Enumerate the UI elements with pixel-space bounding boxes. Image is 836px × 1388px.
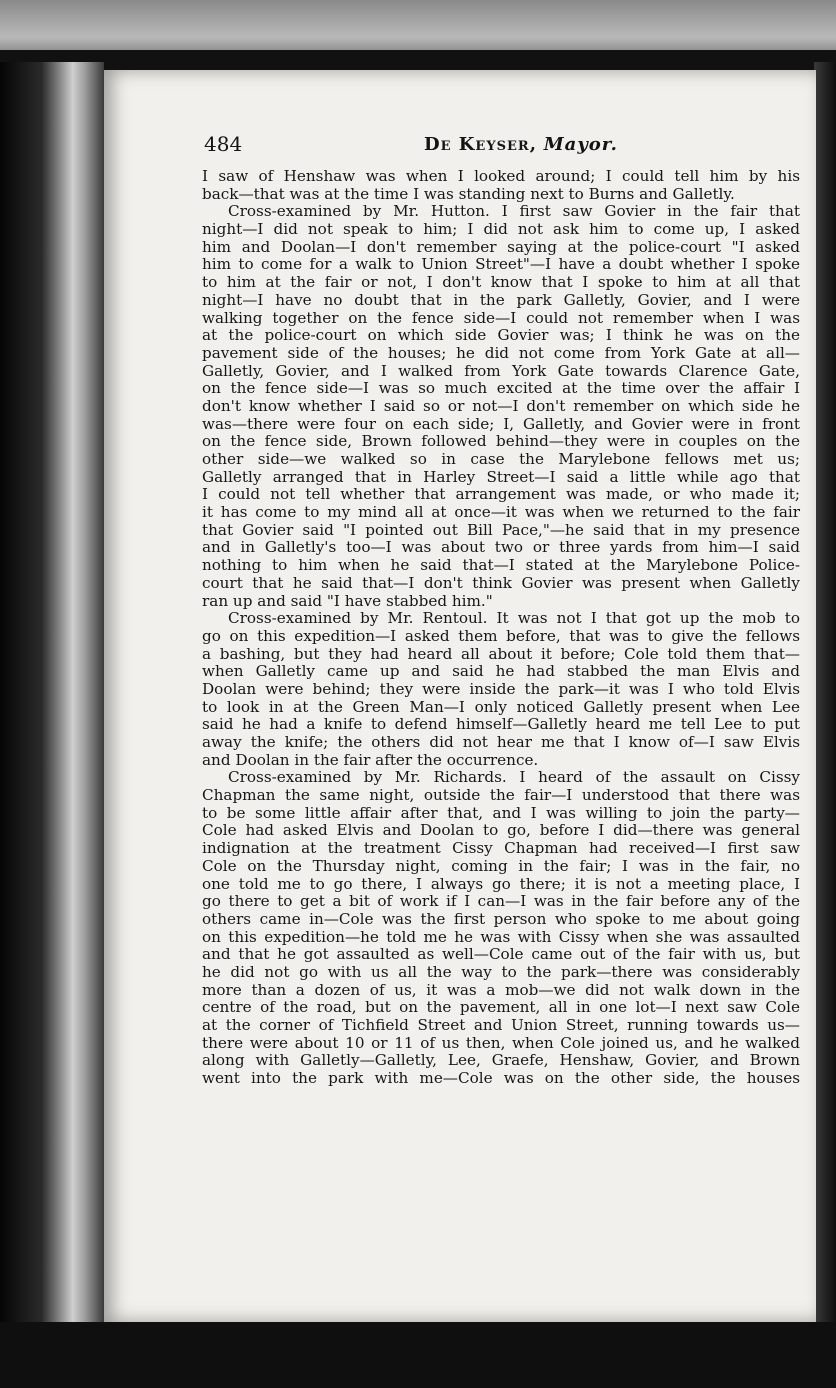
text-line: said he had a knife to defend himself—Galletly heard me tell Lee to put bbox=[202, 715, 800, 734]
text-line: don't know whether I said so or not—I don't remember on which side he bbox=[202, 396, 800, 415]
text-line: at the police-court on which side Govier was; I think he was on the bbox=[202, 326, 800, 345]
text-line: to be some little affair after that, and I was willing to join the party— bbox=[202, 803, 800, 822]
text-line: and in Galletly's too—I was about two or three yards from him—I said bbox=[202, 538, 800, 557]
text-line: on this expedition—he told me he was with Cissy when she was assaulted bbox=[202, 927, 800, 946]
running-head-role: Mayor. bbox=[543, 134, 618, 155]
text-line: Galletly arranged that in Harley Street—I said a little while ago that bbox=[202, 467, 800, 486]
text-line: ran up and said "I have stabbed him." bbox=[202, 591, 493, 610]
text-line: when Galletly came up and said he had stabbed the man Elvis and bbox=[202, 662, 800, 681]
text-line: go on this expedition—I asked them before, that was to give the fellows bbox=[202, 626, 800, 645]
text-line: and that he got assaulted as well—Cole came out of the fair with us, but bbox=[202, 945, 800, 964]
text-line: Cross-examined by Mr. Hutton. I first saw Govier in the fair that bbox=[228, 202, 800, 221]
text-line: nothing to him when he said that—I stated at the Marylebone Police- bbox=[202, 556, 800, 575]
text-line: I could not tell whether that arrangement was made, or who made it; bbox=[202, 485, 800, 504]
book-right-shadow bbox=[814, 62, 836, 1388]
text-line: went into the park with me—Cole was on the other side, the houses bbox=[202, 1069, 800, 1088]
body-text bbox=[202, 168, 800, 1088]
text-line: and Doolan in the fair after the occurrence. bbox=[202, 750, 539, 769]
text-line: on the fence side—I was so much excited at the time over the affair I bbox=[202, 379, 800, 398]
text-line: Chapman the same night, outside the fair—I understood that there was bbox=[202, 786, 800, 805]
book-page-edges bbox=[0, 62, 104, 1388]
text-line: pavement side of the houses; he did not come from York Gate at all— bbox=[202, 343, 800, 362]
text-line: him to come for a walk to Union Street"—I have a doubt whether I spoke bbox=[202, 255, 800, 274]
text-line: Cross-examined by Mr. Richards. I heard of the assault on Cissy bbox=[228, 768, 800, 787]
running-head-name: De Keyser, bbox=[424, 134, 537, 155]
book-page bbox=[104, 70, 816, 1322]
text-line: go there to get a bit of work if I can—I was in the fair before any of the bbox=[202, 892, 800, 911]
page-number: 484 bbox=[204, 132, 243, 156]
text-line: that Govier said "I pointed out Bill Pace,"—he said that in my presence bbox=[202, 520, 800, 539]
text-line: night—I have no doubt that in the park Galletly, Govier, and I were bbox=[202, 290, 800, 309]
text-line: it has come to my mind all at once—it was when we returned to the fair bbox=[202, 503, 800, 522]
text-line: more than a dozen of us, it was a mob—we did not walk down in the bbox=[202, 980, 800, 999]
text-line: court that he said that—I don't think Govier was present when Galletly bbox=[202, 573, 800, 592]
text-line: along with Galletly—Galletly, Lee, Graefe, Henshaw, Govier, and Brown bbox=[202, 1051, 800, 1070]
text-line: one told me to go there, I always go there; it is not a meeting place, I bbox=[202, 874, 800, 893]
text-line: back—that was at the time I was standing next to Burns and Galletly. bbox=[202, 184, 735, 203]
book-top-shadow bbox=[0, 50, 836, 72]
text-line: walking together on the fence side—I could not remember when I was bbox=[202, 308, 800, 327]
text-line: to him at the fair or not, I don't know that I spoke to him at all that bbox=[202, 273, 800, 292]
text-line: Cole had asked Elvis and Doolan to go, before I did—there was general bbox=[202, 821, 800, 840]
text-line: other side—we walked so in case the Marylebone fellows met us; bbox=[202, 450, 800, 468]
text-line: others came in—Cole was the first person who spoke to me about going bbox=[202, 909, 800, 928]
text-line: was—there were four on each side; I, Galletly, and Govier were in front bbox=[202, 414, 800, 433]
text-line: night—I did not speak to him; I did not ask him to come up, I asked bbox=[202, 220, 800, 239]
text-line: Doolan were behind; they were inside the park—it was I who told Elvis bbox=[202, 679, 800, 698]
text-line: at the corner of Tichfield Street and Union Street, running towards us— bbox=[202, 1016, 800, 1034]
text-line: there were about 10 or 11 of us then, when Cole joined us, and he walked bbox=[202, 1033, 800, 1052]
running-head bbox=[424, 134, 618, 155]
text-line: Cross-examined by Mr. Rentoul. It was not I that got up the mob to bbox=[228, 609, 800, 628]
text-line: Galletly, Govier, and I walked from York Gate towards Clarence Gate, bbox=[202, 361, 800, 380]
text-line: to look in at the Green Man—I only noticed Galletly present when Lee bbox=[202, 697, 800, 716]
text-line: on the fence side, Brown followed behind—they were in couples on the bbox=[202, 432, 800, 451]
text-line: Cole on the Thursday night, coming in the fair; I was in the fair, no bbox=[202, 856, 800, 875]
text-line: indignation at the treatment Cissy Chapman had received—I first saw bbox=[202, 839, 800, 858]
page-header bbox=[204, 128, 764, 164]
scan-bottom-margin bbox=[0, 1322, 836, 1388]
text-line: away the knife; the others did not hear me that I know of—I saw Elvis bbox=[202, 733, 800, 751]
text-line: him and Doolan—I don't remember saying at the police-court "I asked bbox=[202, 237, 800, 256]
text-line: centre of the road, but on the pavement, all in one lot—I next saw Cole bbox=[202, 998, 800, 1017]
text-line: he did not go with us all the way to the park—there was considerably bbox=[202, 962, 800, 981]
text-line: I saw of Henshaw was when I looked around; I could tell him by his bbox=[202, 167, 800, 185]
text-line: a bashing, but they had heard all about it before; Cole told them that— bbox=[202, 644, 800, 663]
